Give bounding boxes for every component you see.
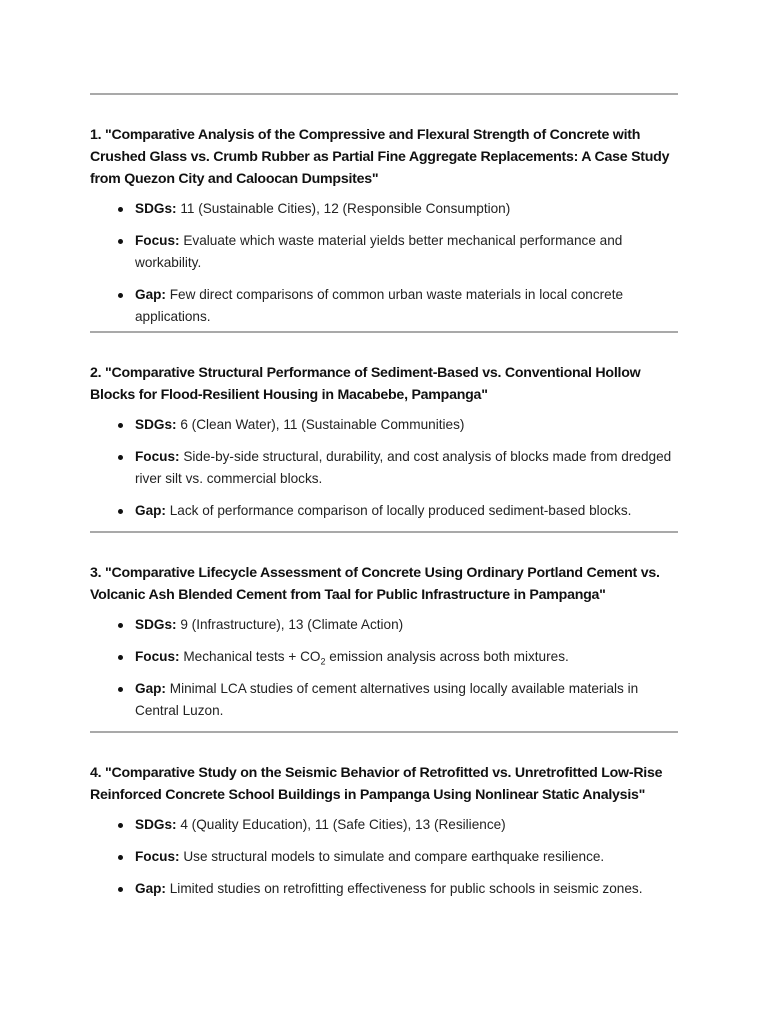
sdgs-label: SDGs: (135, 417, 177, 432)
focus-label: Focus: (135, 649, 180, 664)
sdgs-label: SDGs: (135, 201, 177, 216)
topic-title: 2. "Comparative Structural Performance of Sediment-Based vs. Conventional Hollow Blocks for Flood-Resilient Housing in Macabebe, Pampanga" (90, 365, 641, 403)
sdgs-bullet (90, 614, 678, 636)
topic-item-2 (90, 333, 678, 522)
gap-bullet (90, 878, 678, 900)
gap-text: Limited studies on retrofitting effectiveness for public schools in seismic zones. (169, 881, 643, 896)
focus-bullet (90, 646, 678, 668)
gap-text: Lack of performance comparison of locally produced sediment-based blocks. (169, 503, 632, 518)
focus-text-end: emission analysis across both mixtures. (325, 649, 569, 664)
gap-label: Gap: (135, 681, 166, 696)
sdgs-text: 9 (Infrastructure), 13 (Climate Action) (180, 617, 404, 632)
topic-item-3 (90, 533, 678, 722)
sdgs-text: 6 (Clean Water), 11 (Sustainable Communities) (180, 417, 465, 432)
sdgs-text: 11 (Sustainable Cities), 12 (Responsible Consumption) (180, 201, 511, 216)
gap-label: Gap: (135, 503, 166, 518)
topic-details-list (90, 814, 678, 900)
focus-label: Focus: (135, 233, 180, 248)
gap-label: Gap: (135, 287, 166, 302)
focus-text: Side-by-side structural, durability, and cost analysis of blocks made from dredged river silt vs. commercial blocks. (135, 449, 672, 486)
focus-bullet (90, 846, 678, 868)
topic-details-list (90, 614, 678, 722)
focus-text: Evaluate which waste material yields better mechanical performance and workability. (135, 233, 623, 270)
gap-text: Minimal LCA studies of cement alternatives using locally available materials in Central Luzon. (135, 681, 639, 718)
gap-bullet (90, 500, 678, 522)
focus-text: Use structural models to simulate and compare earthquake resilience. (183, 849, 605, 864)
subscript-2: 2 (320, 656, 326, 667)
document-content (90, 93, 678, 910)
topic-details-list (90, 414, 678, 522)
focus-bullet (90, 230, 678, 274)
sdgs-label: SDGs: (135, 617, 177, 632)
focus-label: Focus: (135, 849, 180, 864)
sdgs-bullet (90, 414, 678, 436)
gap-bullet (90, 678, 678, 722)
topic-item-4 (90, 733, 678, 900)
topic-title: 1. "Comparative Analysis of the Compressive and Flexural Strength of Concrete with Crushed Glass vs. Crumb Rubber as Partial Fine Aggregate Replacements: A Case Study from Quezon City and Caloocan Dumpsites" (90, 127, 670, 187)
sdgs-text: 4 (Quality Education), 11 (Safe Cities), 13 (Resilience) (180, 817, 506, 832)
gap-bullet (90, 284, 678, 328)
gap-label: Gap: (135, 881, 166, 896)
topic-title: 4. "Comparative Study on the Seismic Behavior of Retrofitted vs. Unretrofitted Low-Rise Reinforced Concrete School Buildings in Pampanga Using Nonlinear Static Analysis" (90, 765, 663, 803)
sdgs-bullet (90, 198, 678, 220)
focus-bullet (90, 446, 678, 490)
focus-text-start: Mechanical tests + CO (183, 649, 321, 664)
sdgs-bullet (90, 814, 678, 836)
topic-details-list (90, 198, 678, 328)
gap-text: Few direct comparisons of common urban waste materials in local concrete applications. (135, 287, 624, 324)
sdgs-label: SDGs: (135, 817, 177, 832)
focus-label: Focus: (135, 449, 180, 464)
topic-item-1 (90, 95, 678, 328)
topic-title: 3. "Comparative Lifecycle Assessment of Concrete Using Ordinary Portland Cement vs. Volcanic Ash Blended Cement from Taal for Public Infrastructure in Pampanga" (90, 565, 660, 603)
